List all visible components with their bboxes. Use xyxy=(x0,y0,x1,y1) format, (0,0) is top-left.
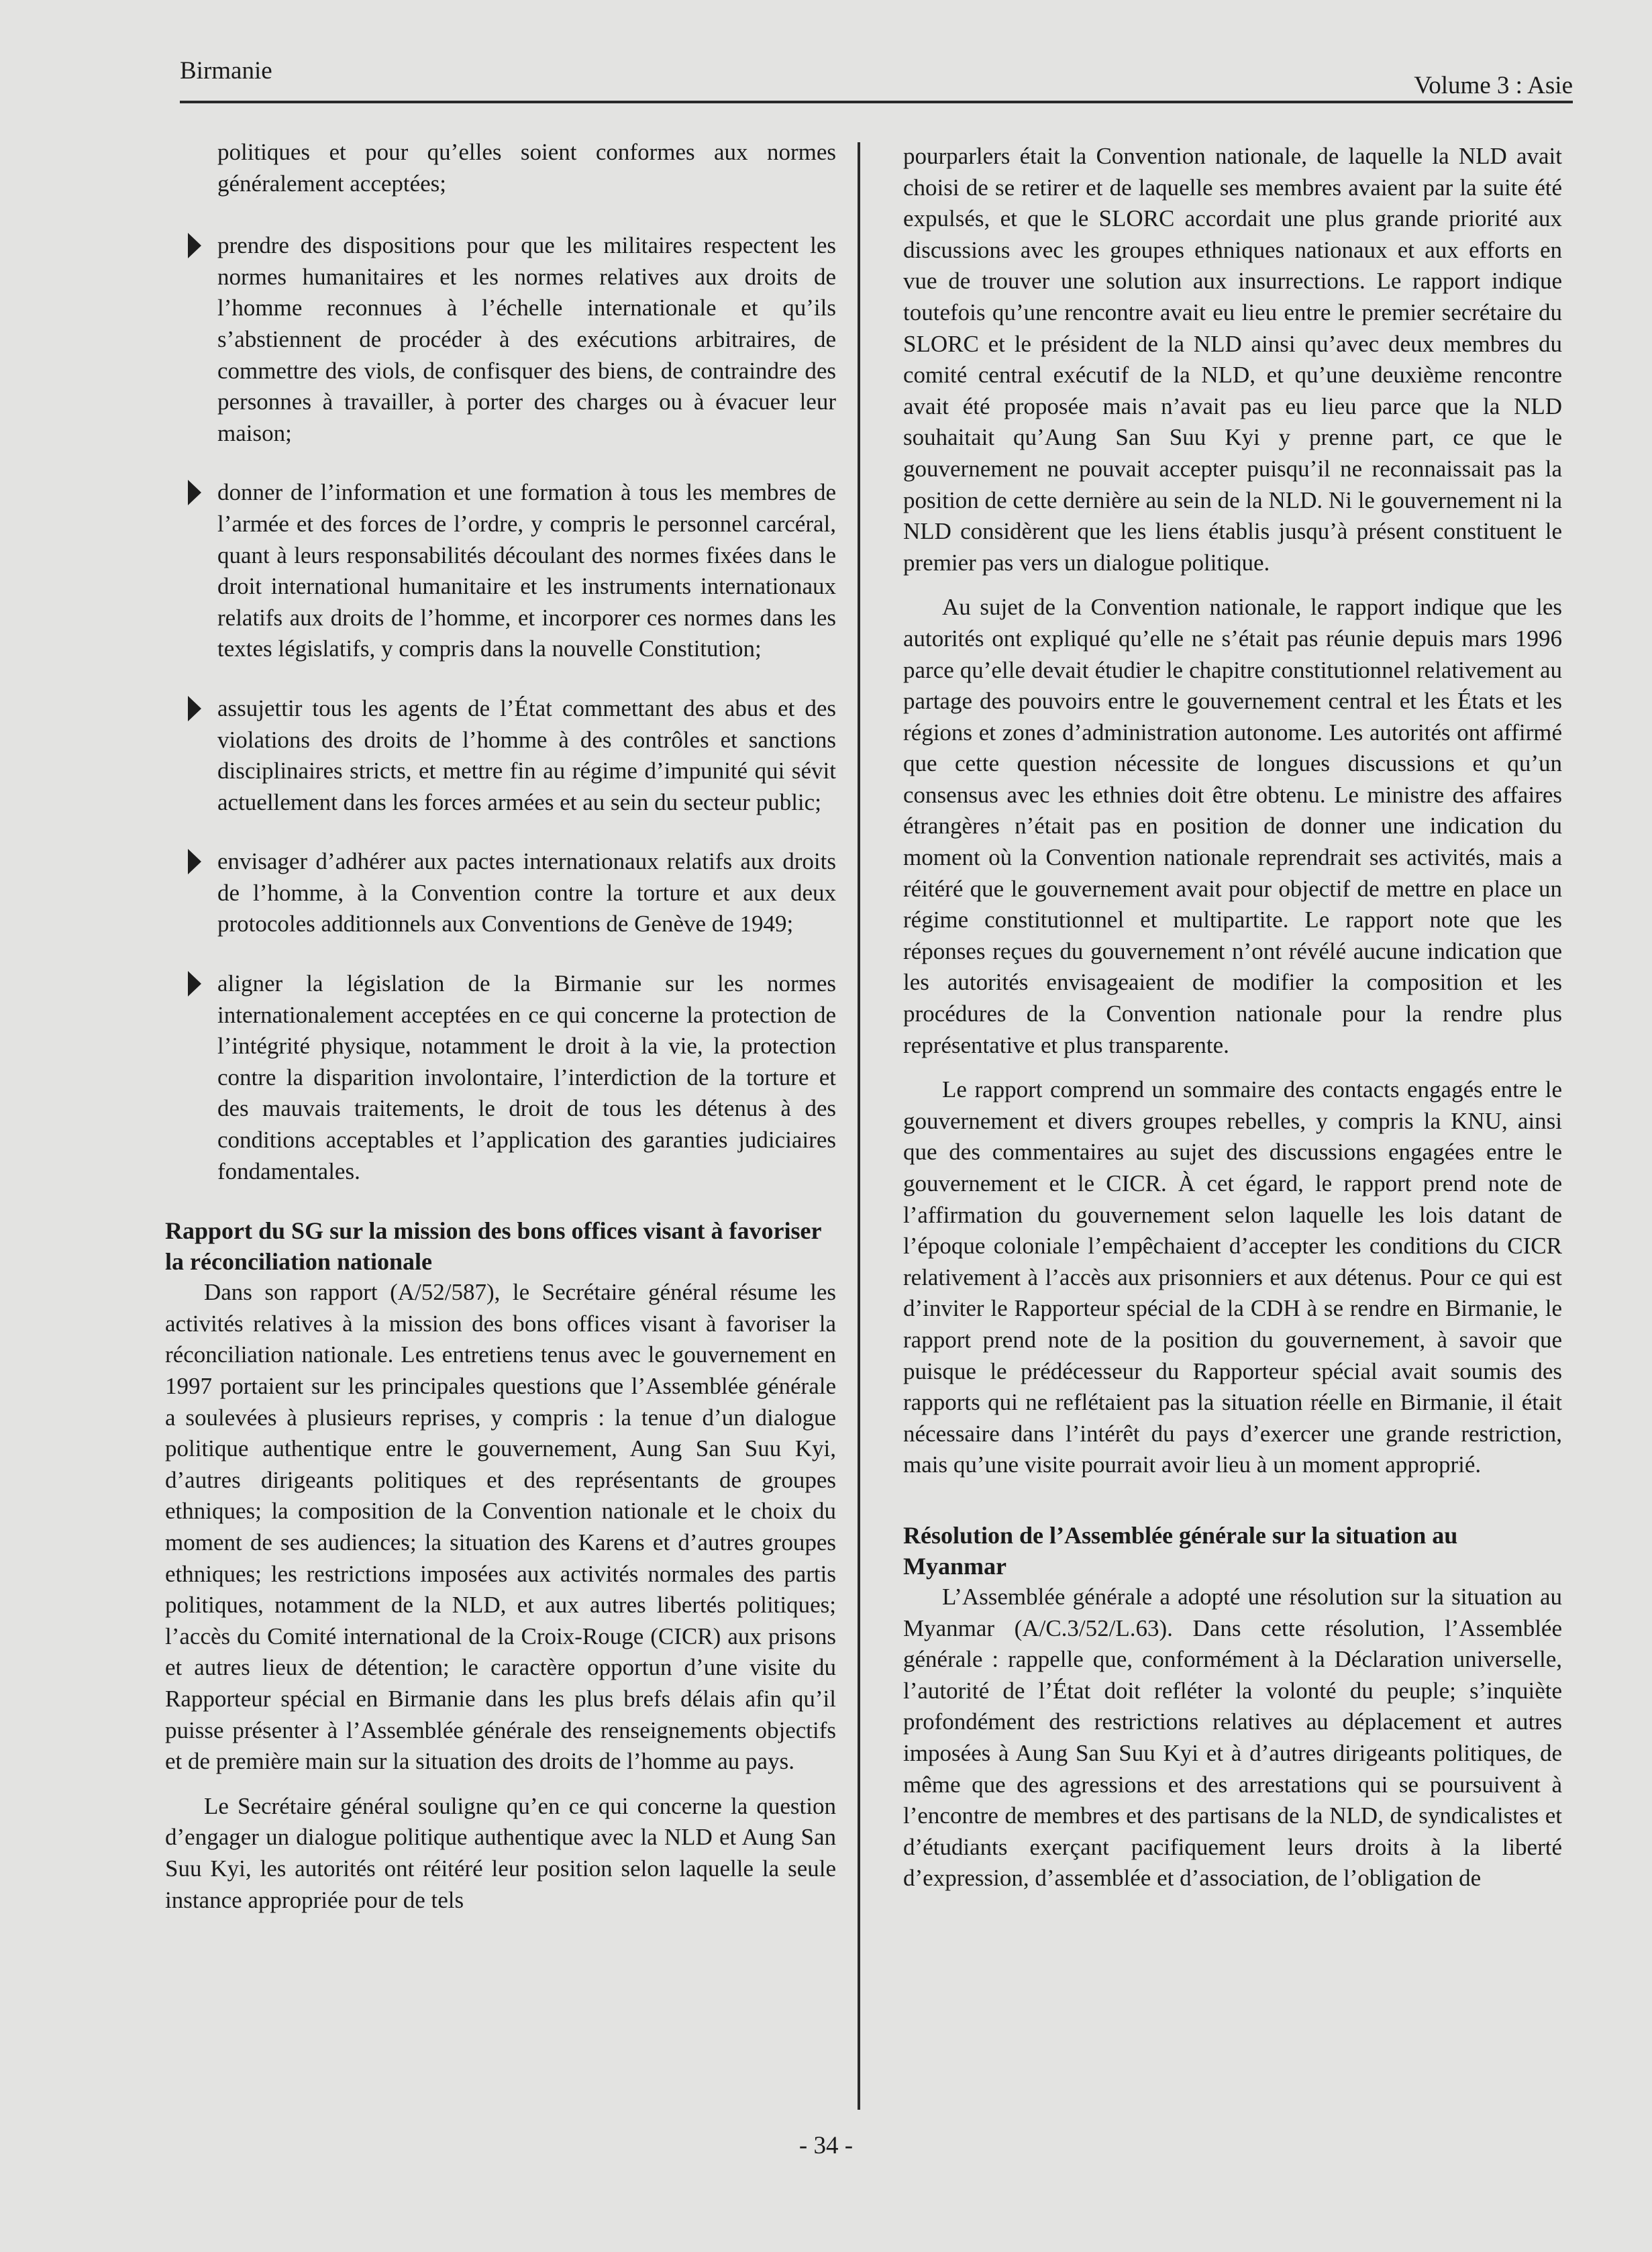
page-number: - 34 - xyxy=(798,2132,854,2159)
recommendation-list xyxy=(165,230,836,1187)
body-paragraph: L’Assemblée générale a adopté une résolution sur la situation au Myanmar (A/C.3/52/L.63). Dans cette résolution, l’Assemblée générale : rappelle que, conformément à la Déclaration universelle, l’autorité de l’État doit refléter la volonté du peuple; s’inquiète profondément des restrictions relatives au déplacement et autres imposées à Aung San Suu Kyi et à d’autres dirigeants politiques, de même que des agressions et des arrestations qui se poursuivent à l’encontre de membres et des partisans de la NLD, de syndicalistes et d’étudiants exerçant pacifiquement leurs droits à la liberté d’expression, d’assemblée et d’association, de l’obligation de xyxy=(903,1583,1562,1892)
left-column xyxy=(165,137,836,1916)
list-item xyxy=(165,968,836,1187)
arrow-bullet-icon xyxy=(188,233,201,258)
body-paragraph: Au sujet de la Convention nationale, le rapport indique que les autorités ont expliqué qu’elle ne s’était pas réunie depuis mars 1996 parce qu’elle devait étudier le chapitre constitutionnel relativement au partage des pouvoirs entre le gouvernement central et les États et les régions et zones d’administration autonome. Les autorités ont affirmé que cette question nécessite de longues discussions et qu’un consensus avec les ethnies doit être obtenu. Le ministre des affaires étrangères n’était pas en position de donner une indication du moment où la Convention nationale reprendrait ses activités, mais a réitéré que le gouvernement avait pour objectif de mettre en place un régime constitutionnel et multipartite. Le rapport note que les réponses reçues du gouvernement n’ont révélé aucune indication que les autorités envisageaient de modifier la composition et les procédures de la Convention nationale pour la rendre plus représentative et plus transparente. xyxy=(903,594,1562,1058)
list-item xyxy=(165,693,836,818)
list-item-text: aligner la législation de la Birmanie sur les normes internationalement acceptées en ce qui concerne la protection de l’intégrité physique, notamment le droit à la vie, la protection contre la disparition involontaire, l’interdiction de la torture et des mauvais traitements, le droit de tous les détenus à des conditions acceptables et l’application des garanties judiciaires fondamentales. xyxy=(217,970,836,1184)
list-item xyxy=(165,230,836,449)
list-item-text: prendre des dispositions pour que les militaires respectent les normes humanitaires et les normes relatives aux droits de l’homme reconnues à l’échelle internationale et qu’ils s’abstiennent de procéder à des exécutions arbitraires, de commettre des viols, de confisquer des biens, de contraindre des personnes à travailler, à porter des charges ou à évacuer leur maison; xyxy=(217,232,836,446)
body-paragraph: Dans son rapport (A/52/587), le Secrétaire général résume les activités relatives à la mission des bons offices visant à favoriser la réconciliation nationale. Les entretiens tenus avec le gouvernement en 1997 portaient sur les principales questions que l’Assemblée générale a soulevées à plusieurs reprises, y compris : la tenue d’un dialogue politique authentique entre le gouvernement, Aung San Suu Kyi, d’autres dirigeants politiques et des représentants de groupes ethniques; la composition de la Convention nationale et le choix du moment de ses audiences; la situation des Karens et d’autres groupes ethniques; les restrictions imposées aux activités normales des partis politiques, notamment de la NLD, et aux autres libertés politiques; l’accès du Comité international de la Croix-Rouge (CICR) aux prisons et autres lieux de détention; le caractère opportun d’une visite du Rapporteur spécial en Birmanie dans les plus brefs délais afin qu’il puisse présenter à l’Assemblée générale des renseignements objectifs et de première main sur la situation des droits de l’homme au pays. xyxy=(165,1279,836,1775)
right-column xyxy=(903,141,1562,1894)
section-heading-resolution: Résolution de l’Assemblée générale sur la situation au Myanmar xyxy=(903,1521,1458,1580)
running-header-country: Birmanie xyxy=(180,57,272,85)
body-paragraph: Le Secrétaire général souligne qu’en ce qui concerne la question d’engager un dialogue politique authentique avec la NLD et Aung San Suu Kyi, les autorités ont réitéré leur position selon laquelle la seule instance appropriée pour de tels xyxy=(165,1792,836,1913)
column-divider xyxy=(858,142,860,2110)
list-item-text: envisager d’adhérer aux pactes internationaux relatifs aux droits de l’homme, à la Convention contre la torture et aux deux protocoles additionnels aux Conventions de Genève de 1949; xyxy=(217,848,836,937)
section-heading-sg-report: Rapport du SG sur la mission des bons offices visant à favoriser la réconciliation nationale xyxy=(165,1217,821,1276)
list-item-text: donner de l’information et une formation à tous les membres de l’armée et des forces de l’ordre, y compris le personnel carcéral, quant à leurs responsabilités découlant des normes fixées dans le droit international humanitaire et les instruments internationaux relatifs aux droits de l’homme, et incorporer ces normes dans les textes législatifs, y compris dans la nouvelle Constitution; xyxy=(217,479,836,662)
continued-text: politiques et pour qu’elles soient conformes aux normes généralement acceptées; xyxy=(217,139,836,197)
list-item xyxy=(165,846,836,940)
running-header-volume: Volume 3 : Asie xyxy=(1414,72,1573,99)
body-paragraph: Le rapport comprend un sommaire des contacts engagés entre le gouvernement et divers groupes rebelles, y compris la KNU, ainsi que des commentaires au sujet des discussions engagées entre le gouvernement et le CICR. À cet égard, le rapport prend note de l’affirmation du gouvernement selon laquelle les lois datant de l’époque coloniale l’empêchaient d’accepter les conditions du CICR relativement à l’accès aux prisonniers et aux détenus. Pour ce qui est d’inviter le Rapporteur spécial de la CDH à se rendre en Birmanie, le rapport prend note de la position du gouvernement, à savoir que puisque le prédécesseur du Rapporteur spécial avait soumis des rapports qui ne reflétaient pas la situation réelle en Birmanie, il était nécessaire dans l’intérêt du pays d’exercer une grande restriction, mais qu’une visite pourrait avoir lieu à un moment approprié. xyxy=(903,1076,1562,1478)
arrow-bullet-icon xyxy=(188,480,201,505)
body-paragraph: pourparlers était la Convention nationale, de laquelle la NLD avait choisi de se retirer et de laquelle ses membres avaient par la suite été expulsés, et que le SLORC accordait une plus grande priorité aux discussions avec les groupes ethniques nationaux et aux efforts en vue de trouver une solution aux insurrections. Le rapport indique toutefois qu’une rencontre avait eu lieu entre le premier secrétaire du SLORC et le président de la NLD ainsi qu’avec deux membres du comité central exécutif de la NLD, et qu’une deuxième rencontre avait été proposée mais n’avait pas eu lieu parce que la NLD souhaitait qu’Aung San Suu Kyi y prenne part, ce que le gouvernement ne pouvait accepter puisqu’il ne reconnaissait pas la position de cette dernière au sein de la NLD. Ni le gouvernement ni la NLD considèrent que les liens établis jusqu’à présent constituent le premier pas vers un dialogue politique. xyxy=(903,143,1562,576)
header-rule xyxy=(180,101,1573,103)
list-item xyxy=(165,477,836,665)
arrow-bullet-icon xyxy=(188,849,201,874)
arrow-bullet-icon xyxy=(188,971,201,996)
arrow-bullet-icon xyxy=(188,696,201,721)
list-item-text: assujettir tous les agents de l’État commettant des abus et des violations des droits de l’homme à des contrôles et sanctions disciplinaires stricts, et mettre fin au régime d’impunité qui sévit actuellement dans les forces armées et au sein du secteur public; xyxy=(217,695,836,815)
